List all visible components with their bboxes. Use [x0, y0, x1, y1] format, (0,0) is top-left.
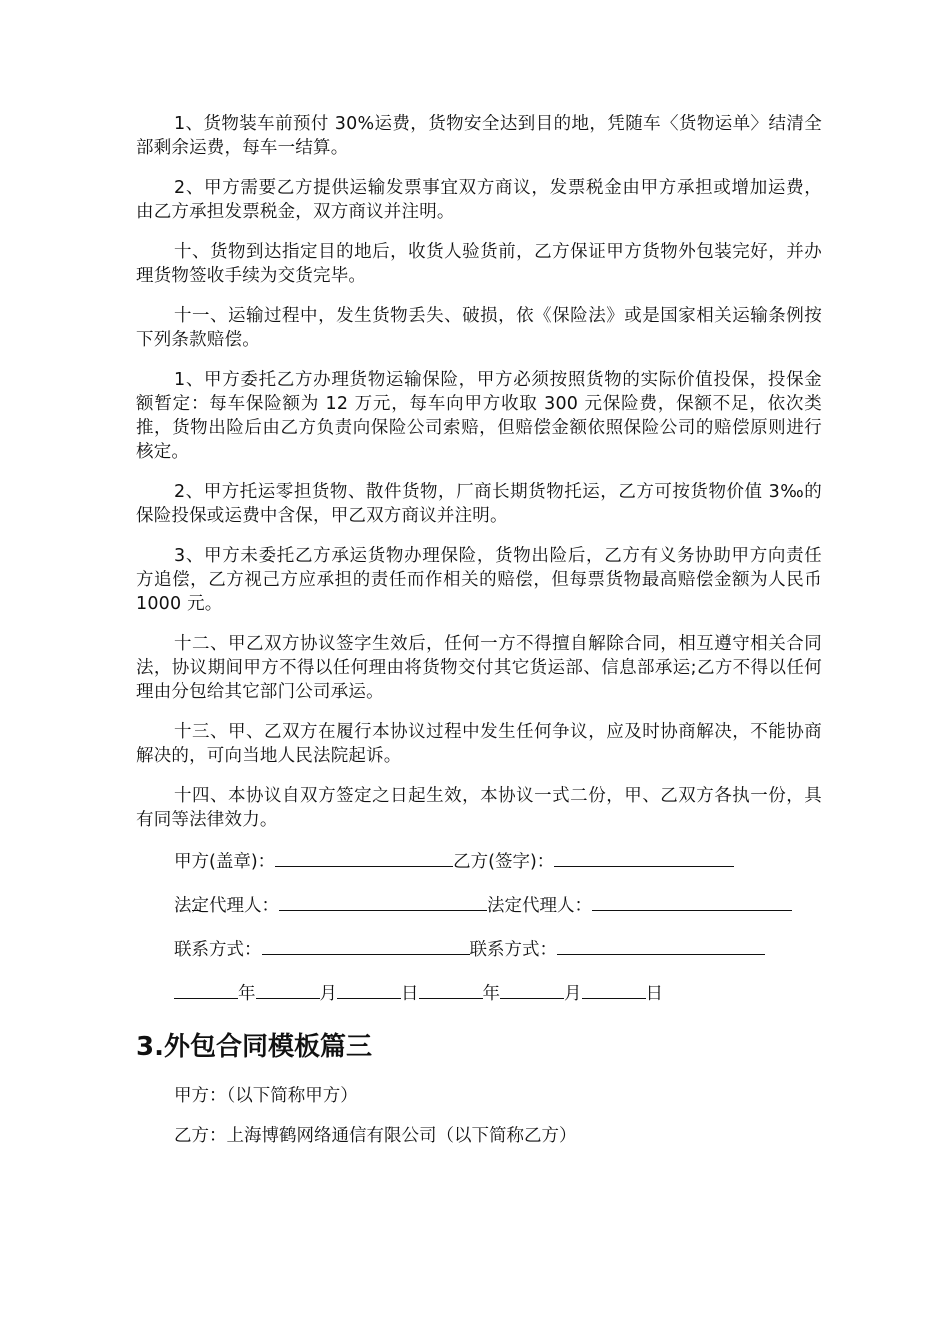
document-page	[136, 112, 822, 1164]
party-b-sign-label: 乙方(签字)：	[453, 852, 555, 872]
clause-paragraph: 1、货物装车前预付 30%运费，货物安全达到目的地，凭随车〈货物运单〉结清全部剩余运费，每车一结算。	[136, 114, 822, 158]
date-b-year-blank[interactable]	[419, 980, 483, 999]
clause-paragraph: 2、甲方托运零担货物、散件货物，厂商长期货物托运，乙方可按货物价值 3‰的保险投保或运费中含保，甲乙双方商议并注明。	[136, 482, 822, 526]
signature-row-contact	[136, 936, 822, 962]
contact-b-blank[interactable]	[557, 936, 765, 955]
date-a-day-label: 日	[401, 984, 419, 1004]
party-a-seal-blank[interactable]	[275, 848, 453, 867]
clause-paragraph: 十四、本协议自双方签定之日起生效，本协议一式二份，甲、乙双方各执一份，具有同等法律效力。	[136, 786, 822, 830]
contact-a-label: 联系方式：	[174, 940, 262, 960]
date-a-month-blank[interactable]	[256, 980, 320, 999]
date-a-day-blank[interactable]	[337, 980, 401, 999]
clause-paragraph: 十二、甲乙双方协议签字生效后，任何一方不得擅自解除合同，相互遵守相关合同法，协议期间甲方不得以任何理由将货物交付其它货运部、信息部承运;乙方不得以任何理由分包给其它部门公司承运。	[136, 634, 822, 702]
party-a-seal-label: 甲方(盖章)：	[174, 852, 276, 872]
signature-row-legal-rep	[136, 892, 822, 918]
legal-rep-a-label: 法定代理人：	[174, 896, 279, 916]
legal-rep-b-blank-overflow	[192, 892, 200, 911]
clause-paragraph: 十、货物到达指定目的地后，收货人验货前，乙方保证甲方货物外包装完好，并办理货物签收手续为交货完毕。	[136, 242, 822, 286]
date-a-month-label: 月	[319, 984, 337, 1004]
clause-paragraph: 十三、甲、乙双方在履行本协议过程中发生任何争议，应及时协商解决，不能协商解决的，可向当地人民法院起诉。	[136, 722, 822, 766]
signature-row-parties	[136, 848, 822, 874]
date-a-year-label: 年	[238, 984, 256, 1004]
legal-rep-b-label: 法定代理人：	[487, 896, 592, 916]
party-a-intro: 甲方：（以下简称甲方）	[174, 1086, 358, 1106]
date-b-year-label: 年	[482, 984, 500, 1004]
legal-rep-b-blank[interactable]	[592, 892, 792, 911]
section-heading: 3.外包合同模板篇三	[136, 1032, 372, 1062]
date-b-day-label: 日	[645, 984, 663, 1004]
signature-row-dates	[136, 980, 822, 1006]
party-b-intro: 乙方：上海博鹤网络通信有限公司（以下简称乙方）	[174, 1126, 577, 1146]
date-b-day-blank[interactable]	[582, 980, 646, 999]
legal-rep-a-blank[interactable]	[279, 892, 487, 911]
contact-b-label: 联系方式：	[469, 940, 557, 960]
clause-paragraph: 十一、运输过程中，发生货物丢失、破损，依《保险法》或是国家相关运输条例按下列条款赔偿。	[136, 306, 822, 350]
date-a-year-blank[interactable]	[174, 980, 238, 999]
date-b-month-label: 月	[564, 984, 582, 1004]
contact-a-blank[interactable]	[262, 936, 470, 955]
party-b-sign-blank[interactable]	[554, 848, 734, 867]
clause-paragraph: 2、甲方需要乙方提供运输发票事宜双方商议，发票税金由甲方承担或增加运费，由乙方承担发票税金，双方商议并注明。	[136, 178, 822, 222]
clause-paragraph: 1、甲方委托乙方办理货物运输保险，甲方必须按照货物的实际价值投保，投保金额暂定：每车保险额为 12 万元，每车向甲方收取 300 元保险费，保额不足，依次类推，货物出险后由乙方负责向保险公司索赔，但赔偿金额依照保险公司的赔偿原则进行核定。	[136, 370, 822, 462]
clause-paragraph: 3、甲方未委托乙方承运货物办理保险，货物出险后，乙方有义务协助甲方向责任方追偿，乙方视己方应承担的责任而作相关的赔偿，但每票货物最高赔偿金额为人民币 1000 元。	[136, 546, 822, 614]
date-b-month-blank[interactable]	[500, 980, 564, 999]
